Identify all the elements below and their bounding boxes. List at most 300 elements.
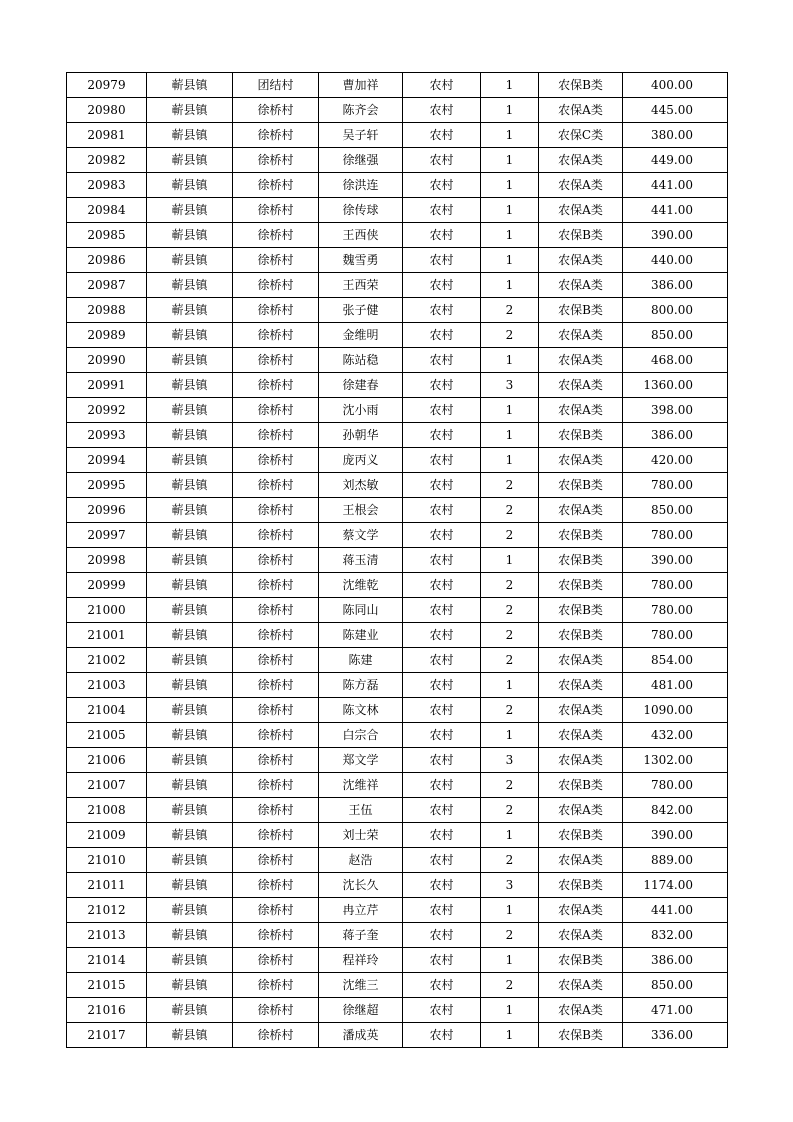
table-row (67, 623, 728, 648)
cell-residence: 农村 (403, 248, 481, 273)
table-row (67, 98, 728, 123)
table-row (67, 873, 728, 898)
cell-residence: 农村 (403, 498, 481, 523)
cell-persons: 1 (481, 423, 539, 448)
cell-amount: 420.00 (623, 448, 728, 473)
cell-town: 蕲县镇 (147, 673, 233, 698)
cell-residence: 农村 (403, 398, 481, 423)
cell-town: 蕲县镇 (147, 423, 233, 448)
cell-town: 蕲县镇 (147, 223, 233, 248)
cell-serial: 21017 (67, 1023, 147, 1048)
cell-persons: 1 (481, 398, 539, 423)
table-row (67, 973, 728, 998)
cell-serial: 21002 (67, 648, 147, 673)
cell-serial: 20992 (67, 398, 147, 423)
cell-residence: 农村 (403, 623, 481, 648)
cell-category: 农保A类 (539, 973, 623, 998)
cell-category: 农保B类 (539, 73, 623, 98)
cell-village: 徐桥村 (233, 748, 319, 773)
cell-persons: 1 (481, 548, 539, 573)
cell-name: 王根会 (319, 498, 403, 523)
cell-amount: 390.00 (623, 223, 728, 248)
cell-name: 沈维乾 (319, 573, 403, 598)
cell-amount: 1302.00 (623, 748, 728, 773)
table-row (67, 998, 728, 1023)
cell-village: 徐桥村 (233, 998, 319, 1023)
cell-town: 蕲县镇 (147, 798, 233, 823)
cell-town: 蕲县镇 (147, 373, 233, 398)
cell-amount: 441.00 (623, 198, 728, 223)
cell-amount: 400.00 (623, 73, 728, 98)
cell-amount: 889.00 (623, 848, 728, 873)
cell-category: 农保A类 (539, 998, 623, 1023)
cell-residence: 农村 (403, 723, 481, 748)
table-row (67, 598, 728, 623)
cell-persons: 1 (481, 898, 539, 923)
cell-town: 蕲县镇 (147, 98, 233, 123)
cell-name: 陈同山 (319, 598, 403, 623)
cell-category: 农保A类 (539, 448, 623, 473)
cell-amount: 1174.00 (623, 873, 728, 898)
cell-village: 徐桥村 (233, 923, 319, 948)
cell-category: 农保A类 (539, 373, 623, 398)
cell-persons: 1 (481, 273, 539, 298)
cell-persons: 2 (481, 523, 539, 548)
cell-village: 徐桥村 (233, 523, 319, 548)
cell-amount: 780.00 (623, 573, 728, 598)
cell-serial: 20984 (67, 198, 147, 223)
cell-amount: 800.00 (623, 298, 728, 323)
cell-persons: 1 (481, 123, 539, 148)
cell-category: 农保B类 (539, 423, 623, 448)
cell-amount: 780.00 (623, 773, 728, 798)
cell-serial: 21003 (67, 673, 147, 698)
cell-amount: 832.00 (623, 923, 728, 948)
cell-amount: 850.00 (623, 323, 728, 348)
cell-residence: 农村 (403, 698, 481, 723)
cell-persons: 1 (481, 223, 539, 248)
cell-residence: 农村 (403, 898, 481, 923)
table-row (67, 548, 728, 573)
cell-persons: 2 (481, 923, 539, 948)
cell-category: 农保B类 (539, 573, 623, 598)
cell-amount: 390.00 (623, 823, 728, 848)
cell-town: 蕲县镇 (147, 698, 233, 723)
cell-amount: 336.00 (623, 1023, 728, 1048)
cell-serial: 21004 (67, 698, 147, 723)
cell-name: 曹加祥 (319, 73, 403, 98)
cell-persons: 2 (481, 798, 539, 823)
table-row (67, 348, 728, 373)
cell-village: 徐桥村 (233, 473, 319, 498)
cell-name: 徐传球 (319, 198, 403, 223)
cell-persons: 2 (481, 473, 539, 498)
cell-amount: 449.00 (623, 148, 728, 173)
cell-serial: 21001 (67, 623, 147, 648)
cell-town: 蕲县镇 (147, 398, 233, 423)
cell-name: 陈建 (319, 648, 403, 673)
cell-category: 农保A类 (539, 723, 623, 748)
cell-serial: 20980 (67, 98, 147, 123)
cell-amount: 842.00 (623, 798, 728, 823)
cell-persons: 2 (481, 573, 539, 598)
cell-name: 郑文学 (319, 748, 403, 773)
cell-amount: 441.00 (623, 898, 728, 923)
cell-village: 徐桥村 (233, 598, 319, 623)
cell-town: 蕲县镇 (147, 523, 233, 548)
cell-residence: 农村 (403, 673, 481, 698)
cell-residence: 农村 (403, 123, 481, 148)
cell-village: 徐桥村 (233, 423, 319, 448)
cell-town: 蕲县镇 (147, 573, 233, 598)
cell-amount: 1360.00 (623, 373, 728, 398)
cell-amount: 850.00 (623, 498, 728, 523)
table-row (67, 423, 728, 448)
cell-serial: 21011 (67, 873, 147, 898)
table-row (67, 823, 728, 848)
cell-persons: 3 (481, 873, 539, 898)
cell-name: 陈方磊 (319, 673, 403, 698)
cell-residence: 农村 (403, 773, 481, 798)
cell-residence: 农村 (403, 323, 481, 348)
cell-village: 团结村 (233, 73, 319, 98)
cell-amount: 468.00 (623, 348, 728, 373)
cell-persons: 1 (481, 73, 539, 98)
pension-table (66, 72, 728, 1048)
cell-town: 蕲县镇 (147, 823, 233, 848)
cell-residence: 农村 (403, 923, 481, 948)
cell-name: 陈文林 (319, 698, 403, 723)
cell-village: 徐桥村 (233, 648, 319, 673)
cell-persons: 2 (481, 323, 539, 348)
cell-residence: 农村 (403, 873, 481, 898)
cell-category: 农保B类 (539, 948, 623, 973)
cell-amount: 850.00 (623, 973, 728, 998)
cell-village: 徐桥村 (233, 448, 319, 473)
cell-town: 蕲县镇 (147, 998, 233, 1023)
cell-persons: 3 (481, 373, 539, 398)
cell-persons: 2 (481, 773, 539, 798)
cell-amount: 445.00 (623, 98, 728, 123)
cell-serial: 20997 (67, 523, 147, 548)
cell-amount: 471.00 (623, 998, 728, 1023)
cell-amount: 398.00 (623, 398, 728, 423)
cell-town: 蕲县镇 (147, 298, 233, 323)
cell-village: 徐桥村 (233, 848, 319, 873)
cell-persons: 2 (481, 623, 539, 648)
cell-town: 蕲县镇 (147, 623, 233, 648)
cell-amount: 380.00 (623, 123, 728, 148)
cell-amount: 780.00 (623, 623, 728, 648)
cell-village: 徐桥村 (233, 673, 319, 698)
pension-table-body (67, 73, 728, 1048)
cell-town: 蕲县镇 (147, 923, 233, 948)
cell-name: 张子健 (319, 298, 403, 323)
cell-name: 吴子轩 (319, 123, 403, 148)
cell-persons: 1 (481, 98, 539, 123)
cell-persons: 1 (481, 673, 539, 698)
cell-category: 农保A类 (539, 848, 623, 873)
cell-persons: 1 (481, 198, 539, 223)
cell-persons: 1 (481, 1023, 539, 1048)
cell-residence: 农村 (403, 523, 481, 548)
cell-village: 徐桥村 (233, 248, 319, 273)
table-row (67, 323, 728, 348)
cell-serial: 20988 (67, 298, 147, 323)
table-row (67, 173, 728, 198)
cell-name: 蒋子奎 (319, 923, 403, 948)
cell-residence: 农村 (403, 348, 481, 373)
cell-town: 蕲县镇 (147, 123, 233, 148)
cell-residence: 农村 (403, 98, 481, 123)
cell-residence: 农村 (403, 173, 481, 198)
table-row (67, 848, 728, 873)
cell-serial: 21012 (67, 898, 147, 923)
cell-serial: 20991 (67, 373, 147, 398)
cell-name: 孙朝华 (319, 423, 403, 448)
cell-category: 农保B类 (539, 1023, 623, 1048)
table-row (67, 898, 728, 923)
cell-category: 农保B类 (539, 548, 623, 573)
cell-serial: 20998 (67, 548, 147, 573)
cell-amount: 481.00 (623, 673, 728, 698)
cell-category: 农保B类 (539, 598, 623, 623)
cell-residence: 农村 (403, 148, 481, 173)
cell-persons: 1 (481, 823, 539, 848)
cell-village: 徐桥村 (233, 973, 319, 998)
cell-persons: 1 (481, 148, 539, 173)
cell-persons: 2 (481, 498, 539, 523)
cell-category: 农保A类 (539, 748, 623, 773)
cell-serial: 20993 (67, 423, 147, 448)
cell-amount: 780.00 (623, 523, 728, 548)
cell-residence: 农村 (403, 848, 481, 873)
cell-amount: 432.00 (623, 723, 728, 748)
cell-town: 蕲县镇 (147, 248, 233, 273)
table-row (67, 298, 728, 323)
cell-residence: 农村 (403, 448, 481, 473)
cell-serial: 20982 (67, 148, 147, 173)
cell-amount: 854.00 (623, 648, 728, 673)
cell-amount: 780.00 (623, 473, 728, 498)
cell-village: 徐桥村 (233, 548, 319, 573)
cell-town: 蕲县镇 (147, 873, 233, 898)
cell-town: 蕲县镇 (147, 948, 233, 973)
table-row (67, 723, 728, 748)
cell-category: 农保B类 (539, 298, 623, 323)
cell-serial: 20986 (67, 248, 147, 273)
cell-name: 金维明 (319, 323, 403, 348)
cell-town: 蕲县镇 (147, 498, 233, 523)
cell-village: 徐桥村 (233, 623, 319, 648)
cell-town: 蕲县镇 (147, 598, 233, 623)
cell-residence: 农村 (403, 823, 481, 848)
cell-village: 徐桥村 (233, 198, 319, 223)
cell-serial: 21000 (67, 598, 147, 623)
cell-category: 农保A类 (539, 923, 623, 948)
cell-serial: 21010 (67, 848, 147, 873)
cell-persons: 2 (481, 848, 539, 873)
cell-name: 赵浩 (319, 848, 403, 873)
table-row (67, 273, 728, 298)
table-row (67, 123, 728, 148)
cell-amount: 386.00 (623, 423, 728, 448)
cell-village: 徐桥村 (233, 573, 319, 598)
cell-category: 农保A类 (539, 673, 623, 698)
cell-name: 蒋玉清 (319, 548, 403, 573)
cell-category: 农保A类 (539, 398, 623, 423)
table-row (67, 523, 728, 548)
cell-village: 徐桥村 (233, 98, 319, 123)
cell-village: 徐桥村 (233, 948, 319, 973)
table-row (67, 448, 728, 473)
cell-residence: 农村 (403, 423, 481, 448)
cell-residence: 农村 (403, 748, 481, 773)
cell-residence: 农村 (403, 273, 481, 298)
cell-category: 农保B类 (539, 523, 623, 548)
cell-town: 蕲县镇 (147, 198, 233, 223)
cell-serial: 21015 (67, 973, 147, 998)
cell-category: 农保A类 (539, 98, 623, 123)
cell-town: 蕲县镇 (147, 148, 233, 173)
cell-amount: 441.00 (623, 173, 728, 198)
cell-persons: 2 (481, 698, 539, 723)
cell-name: 刘杰敏 (319, 473, 403, 498)
cell-name: 王伍 (319, 798, 403, 823)
cell-category: 农保B类 (539, 223, 623, 248)
cell-village: 徐桥村 (233, 873, 319, 898)
cell-serial: 21014 (67, 948, 147, 973)
table-row (67, 473, 728, 498)
cell-residence: 农村 (403, 573, 481, 598)
cell-serial: 20995 (67, 473, 147, 498)
cell-village: 徐桥村 (233, 123, 319, 148)
cell-category: 农保B类 (539, 623, 623, 648)
table-row (67, 373, 728, 398)
cell-category: 农保A类 (539, 498, 623, 523)
cell-serial: 20985 (67, 223, 147, 248)
cell-amount: 390.00 (623, 548, 728, 573)
cell-town: 蕲县镇 (147, 348, 233, 373)
cell-persons: 2 (481, 648, 539, 673)
cell-residence: 农村 (403, 298, 481, 323)
cell-residence: 农村 (403, 198, 481, 223)
cell-name: 冉立芹 (319, 898, 403, 923)
cell-village: 徐桥村 (233, 498, 319, 523)
cell-town: 蕲县镇 (147, 448, 233, 473)
cell-residence: 农村 (403, 648, 481, 673)
table-row (67, 73, 728, 98)
cell-town: 蕲县镇 (147, 973, 233, 998)
table-row (67, 148, 728, 173)
cell-residence: 农村 (403, 223, 481, 248)
cell-category: 农保A类 (539, 348, 623, 373)
cell-town: 蕲县镇 (147, 898, 233, 923)
cell-category: 农保B类 (539, 473, 623, 498)
cell-village: 徐桥村 (233, 323, 319, 348)
cell-town: 蕲县镇 (147, 548, 233, 573)
cell-name: 蔡文学 (319, 523, 403, 548)
cell-name: 陈站稳 (319, 348, 403, 373)
cell-persons: 3 (481, 748, 539, 773)
cell-residence: 农村 (403, 973, 481, 998)
cell-persons: 1 (481, 448, 539, 473)
cell-town: 蕲县镇 (147, 73, 233, 98)
cell-persons: 1 (481, 998, 539, 1023)
table-row (67, 248, 728, 273)
cell-residence: 农村 (403, 1023, 481, 1048)
table-row (67, 573, 728, 598)
cell-category: 农保A类 (539, 198, 623, 223)
cell-town: 蕲县镇 (147, 323, 233, 348)
cell-category: 农保A类 (539, 798, 623, 823)
cell-persons: 1 (481, 248, 539, 273)
cell-amount: 1090.00 (623, 698, 728, 723)
cell-village: 徐桥村 (233, 348, 319, 373)
cell-serial: 21008 (67, 798, 147, 823)
cell-persons: 1 (481, 348, 539, 373)
cell-town: 蕲县镇 (147, 273, 233, 298)
cell-serial: 20983 (67, 173, 147, 198)
cell-category: 农保B类 (539, 823, 623, 848)
table-row (67, 798, 728, 823)
cell-residence: 农村 (403, 73, 481, 98)
cell-name: 王西荣 (319, 273, 403, 298)
cell-serial: 21016 (67, 998, 147, 1023)
cell-category: 农保A类 (539, 323, 623, 348)
table-row (67, 773, 728, 798)
cell-residence: 农村 (403, 998, 481, 1023)
cell-town: 蕲县镇 (147, 1023, 233, 1048)
cell-persons: 1 (481, 948, 539, 973)
cell-name: 徐建春 (319, 373, 403, 398)
cell-serial: 20996 (67, 498, 147, 523)
cell-name: 徐继强 (319, 148, 403, 173)
cell-name: 徐洪连 (319, 173, 403, 198)
cell-residence: 农村 (403, 373, 481, 398)
cell-village: 徐桥村 (233, 698, 319, 723)
cell-residence: 农村 (403, 548, 481, 573)
cell-name: 王西侠 (319, 223, 403, 248)
table-row (67, 923, 728, 948)
cell-name: 徐继超 (319, 998, 403, 1023)
cell-town: 蕲县镇 (147, 173, 233, 198)
cell-persons: 2 (481, 598, 539, 623)
cell-category: 农保A类 (539, 248, 623, 273)
cell-serial: 20987 (67, 273, 147, 298)
cell-village: 徐桥村 (233, 298, 319, 323)
cell-residence: 农村 (403, 598, 481, 623)
table-row (67, 748, 728, 773)
cell-village: 徐桥村 (233, 223, 319, 248)
cell-name: 魏雪勇 (319, 248, 403, 273)
cell-town: 蕲县镇 (147, 473, 233, 498)
cell-category: 农保A类 (539, 648, 623, 673)
cell-category: 农保A类 (539, 698, 623, 723)
cell-name: 陈建业 (319, 623, 403, 648)
cell-name: 白宗合 (319, 723, 403, 748)
cell-residence: 农村 (403, 798, 481, 823)
cell-town: 蕲县镇 (147, 848, 233, 873)
table-row (67, 948, 728, 973)
table-row (67, 1023, 728, 1048)
cell-category: 农保C类 (539, 123, 623, 148)
cell-village: 徐桥村 (233, 898, 319, 923)
table-row (67, 398, 728, 423)
cell-category: 农保B类 (539, 773, 623, 798)
cell-name: 刘士荣 (319, 823, 403, 848)
cell-amount: 386.00 (623, 273, 728, 298)
